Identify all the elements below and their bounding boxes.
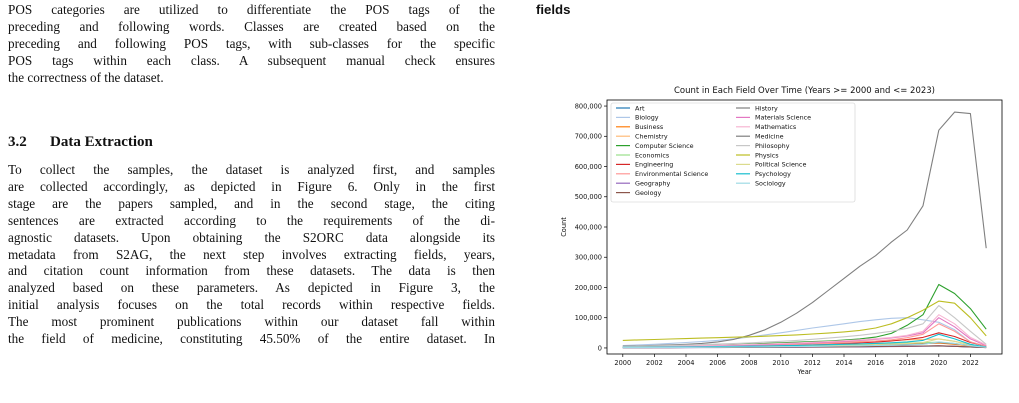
text-line: are collected accordingly, as depicted in Figure 6. Only in the first <box>8 178 495 194</box>
x-tick-label: 2016 <box>867 359 884 367</box>
text-line: and citation count information from these datasets. The data is then <box>8 263 495 279</box>
x-axis-label: Year <box>797 368 812 376</box>
legend-entry: Biology <box>635 113 659 122</box>
x-tick-label: 2004 <box>677 359 695 367</box>
legend-entry: Materials Science <box>755 113 812 122</box>
legend-entry: Engineering <box>635 160 674 169</box>
text-line: agnostic datasets. Upon obtaining the S2ORC data alongside its <box>8 229 495 245</box>
x-tick-label: 2006 <box>709 359 726 367</box>
text-line: stage are the papers sampled, and in the second stage, the citing <box>8 195 495 211</box>
legend-entry: Art <box>635 104 645 113</box>
legend-entry: Computer Science <box>635 141 694 150</box>
x-tick-label: 2000 <box>614 359 632 367</box>
line-chart-figure <box>552 80 1012 400</box>
x-tick-label: 2020 <box>930 359 948 367</box>
x-tick-label: 2008 <box>740 359 758 367</box>
y-tick-label: 300,000 <box>574 253 602 262</box>
y-tick-label: 600,000 <box>574 162 602 171</box>
figure-caption-fragment: fields <box>536 2 571 17</box>
legend-entry: Environmental Science <box>635 170 709 179</box>
y-tick-label: 400,000 <box>574 223 602 232</box>
section-heading <box>8 134 153 151</box>
legend-entry: Physics <box>755 151 779 160</box>
legend-entry: Business <box>635 123 664 132</box>
y-axis-label: Count <box>560 217 568 237</box>
body-paragraph <box>8 162 495 348</box>
x-tick-label: 2018 <box>898 359 916 367</box>
y-tick-label: 200,000 <box>574 283 602 292</box>
x-tick-label: 2012 <box>804 359 821 367</box>
text-line: preceding and following words. Classes are created based on the <box>8 18 495 34</box>
legend-entry: Medicine <box>755 132 784 141</box>
text-line: To collect the samples, the dataset is analyzed first, and samples <box>8 162 495 177</box>
y-tick-label: 0 <box>597 344 602 353</box>
legend-entry: Mathematics <box>755 123 797 132</box>
legend-entry: History <box>755 104 778 113</box>
section-title: Data Extraction <box>50 134 153 150</box>
legend-entry: Chemistry <box>635 132 668 141</box>
legend-entry: Geology <box>635 188 662 197</box>
legend-entry: Economics <box>635 151 670 160</box>
text-line: initial analysis focuses on the total records within respective fields. <box>8 297 495 313</box>
text-line: the correctness of the dataset. <box>8 69 164 85</box>
x-tick-label: 2022 <box>962 359 979 367</box>
legend-entry: Geography <box>635 179 671 188</box>
y-tick-label: 100,000 <box>574 314 602 323</box>
x-tick-label: 2014 <box>835 359 853 367</box>
x-tick-label: 2010 <box>772 359 790 367</box>
legend-entry: Political Science <box>755 160 807 169</box>
text-line: the field of medicine, constituting 45.50% of the entire dataset. In <box>8 331 495 347</box>
chart-title: Count in Each Field Over Time (Years >= 2000 and <= 2023) <box>673 86 936 96</box>
intro-paragraph <box>8 2 495 87</box>
text-line: metadata from S2AG, the next step involves extracting fields, years, <box>8 246 495 262</box>
legend-entry: Psychology <box>755 170 791 179</box>
y-tick-label: 500,000 <box>574 193 602 202</box>
text-line: POS categories are utilized to differentiate the POS tags of the <box>8 2 495 17</box>
section-number: 3.2 <box>8 134 27 150</box>
y-tick-label: 700,000 <box>574 132 602 141</box>
text-line: The most prominent publications within our dataset fall within <box>8 314 495 330</box>
text-line: sentences are extracted according to the requirements of the di- <box>8 212 495 228</box>
line-chart <box>552 80 1012 400</box>
text-line: analyzed based on these parameters. As depicted in Figure 3, the <box>8 280 495 296</box>
legend-entry: Sociology <box>755 179 786 188</box>
text-line: POS tags within each class. A subsequent manual check ensures <box>8 52 495 68</box>
y-tick-label: 800,000 <box>574 102 602 111</box>
legend-entry: Philosophy <box>755 141 790 150</box>
text-line: preceding and following POS tags, with sub-classes for the specific <box>8 35 495 51</box>
x-tick-label: 2002 <box>646 359 663 367</box>
